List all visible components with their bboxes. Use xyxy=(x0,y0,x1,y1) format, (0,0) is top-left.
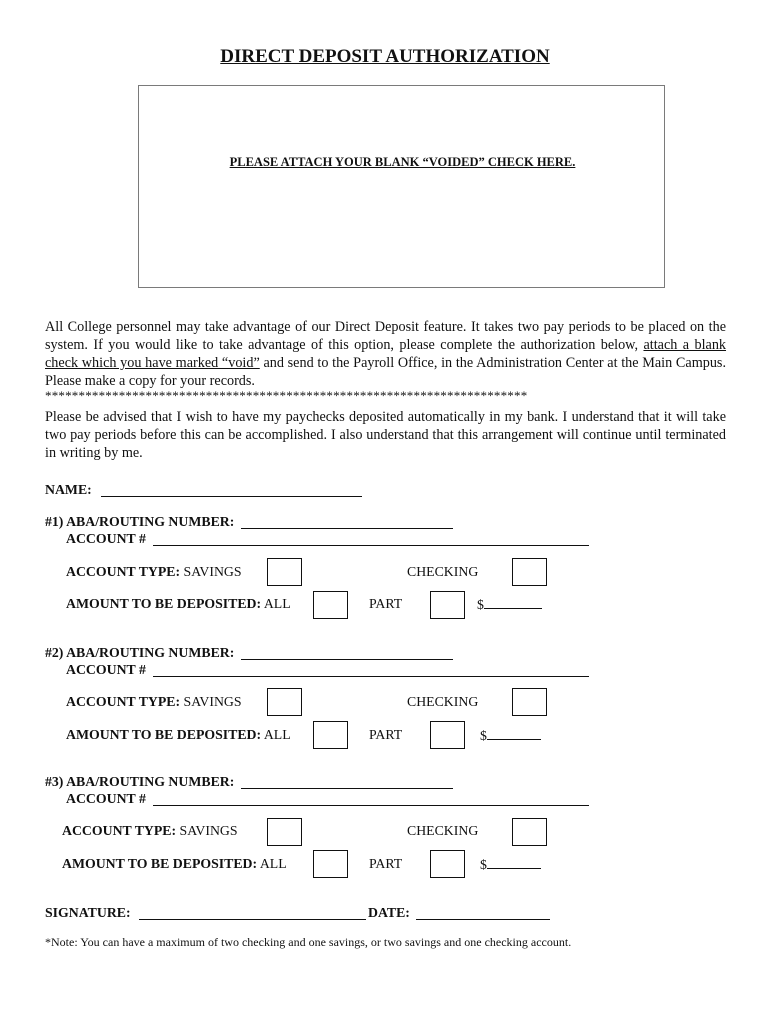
part-checkbox-3[interactable] xyxy=(430,850,465,878)
savings-label-1: SAVINGS xyxy=(183,564,242,579)
page-title: DIRECT DEPOSIT AUTHORIZATION xyxy=(220,46,550,67)
date-field[interactable] xyxy=(416,919,550,920)
savings-checkbox-2[interactable] xyxy=(267,688,302,716)
checking-label-3: CHECKING xyxy=(407,823,479,838)
part-checkbox-1[interactable] xyxy=(430,591,465,619)
dollar-field-1[interactable] xyxy=(484,596,542,609)
amount-row-1 xyxy=(66,596,291,612)
dollar-amount-1 xyxy=(477,596,542,613)
routing-field-1[interactable] xyxy=(241,528,453,529)
checking-checkbox-3[interactable] xyxy=(512,818,547,846)
account-field-3[interactable] xyxy=(153,805,589,806)
account-field-1[interactable] xyxy=(153,545,589,546)
intro-underlined-text: attach a blank check which you have marked “void” xyxy=(45,337,727,371)
intro-text-1: All College personnel may take advantage of our Direct Deposit feature. It takes two pay periods to be placed on the system. If you would like to take advantage of this option, please complete the authorization below, xyxy=(45,319,726,353)
all-label-2: ALL xyxy=(263,727,291,742)
routing-label-1: #1) ABA/ROUTING NUMBER: xyxy=(45,514,235,529)
checking-checkbox-2[interactable] xyxy=(512,688,547,716)
part-label-3: PART xyxy=(369,856,403,871)
savings-checkbox-3[interactable] xyxy=(267,818,302,846)
all-checkbox-2[interactable] xyxy=(313,721,348,749)
checking-label-2: CHECKING xyxy=(407,694,479,709)
routing-field-2[interactable] xyxy=(241,659,453,660)
footnote: *Note: You can have a maximum of two checking and one savings, or two savings and one checking account. xyxy=(45,935,572,949)
savings-label-2: SAVINGS xyxy=(183,694,242,709)
dollar-field-3[interactable] xyxy=(487,856,541,869)
signature-label: SIGNATURE: xyxy=(45,905,131,920)
dollar-field-2[interactable] xyxy=(487,727,541,740)
date-label: DATE: xyxy=(368,905,410,920)
amount-label-2: AMOUNT TO BE DEPOSITED: xyxy=(66,727,262,742)
account-type-label-3: ACCOUNT TYPE: xyxy=(62,823,177,838)
checking-label-1: CHECKING xyxy=(407,564,479,579)
account-type-row-2 xyxy=(66,694,242,710)
account-label-2: ACCOUNT # xyxy=(66,662,146,677)
part-checkbox-2[interactable] xyxy=(430,721,465,749)
part-label-1: PART xyxy=(369,596,403,611)
attach-check-instruction: PLEASE ATTACH YOUR BLANK “VOIDED” CHECK HERE. xyxy=(229,155,576,169)
account-type-row-1 xyxy=(66,564,242,580)
account-type-row-3 xyxy=(62,823,238,839)
dollar-amount-3 xyxy=(480,856,541,873)
amount-row-3 xyxy=(62,856,287,872)
account-label-1: ACCOUNT # xyxy=(66,531,146,546)
checking-checkbox-1[interactable] xyxy=(512,558,547,586)
routing-field-3[interactable] xyxy=(241,788,453,789)
authorization-text: Please be advised that I wish to have my paychecks deposited automatically in my bank. I understand that it will take two pay periods before this can be accomplished. I also understand that this arrangement will continue until terminated in writing by me. xyxy=(45,409,726,461)
account-label-3: ACCOUNT # xyxy=(66,791,146,806)
name-label: NAME: xyxy=(45,482,92,497)
name-field[interactable] xyxy=(101,496,362,497)
dollar-sign-2: $ xyxy=(480,728,487,743)
intro-paragraph xyxy=(45,318,726,390)
routing-label-2: #2) ABA/ROUTING NUMBER: xyxy=(45,645,235,660)
savings-label-3: SAVINGS xyxy=(179,823,238,838)
amount-row-2 xyxy=(66,727,291,743)
signature-field[interactable] xyxy=(139,919,366,920)
all-label-1: ALL xyxy=(263,596,291,611)
amount-label-3: AMOUNT TO BE DEPOSITED: xyxy=(62,856,258,871)
separator-line: ************************************************************************ xyxy=(45,388,528,403)
dollar-sign-1: $ xyxy=(477,597,484,612)
voided-check-attach-area xyxy=(138,85,665,288)
account-type-label-1: ACCOUNT TYPE: xyxy=(66,564,181,579)
all-checkbox-1[interactable] xyxy=(313,591,348,619)
part-label-2: PART xyxy=(369,727,403,742)
authorization-paragraph xyxy=(45,408,726,462)
all-checkbox-3[interactable] xyxy=(313,850,348,878)
savings-checkbox-1[interactable] xyxy=(267,558,302,586)
amount-label-1: AMOUNT TO BE DEPOSITED: xyxy=(66,596,262,611)
all-label-3: ALL xyxy=(259,856,287,871)
routing-label-3: #3) ABA/ROUTING NUMBER: xyxy=(45,774,235,789)
dollar-amount-2 xyxy=(480,727,541,744)
dollar-sign-3: $ xyxy=(480,857,487,872)
account-field-2[interactable] xyxy=(153,676,589,677)
account-type-label-2: ACCOUNT TYPE: xyxy=(66,694,181,709)
intro-text-2: and send to the Payroll Office, in the Administration Center at the Main Campus. Please make a copy for your records. xyxy=(45,355,726,389)
